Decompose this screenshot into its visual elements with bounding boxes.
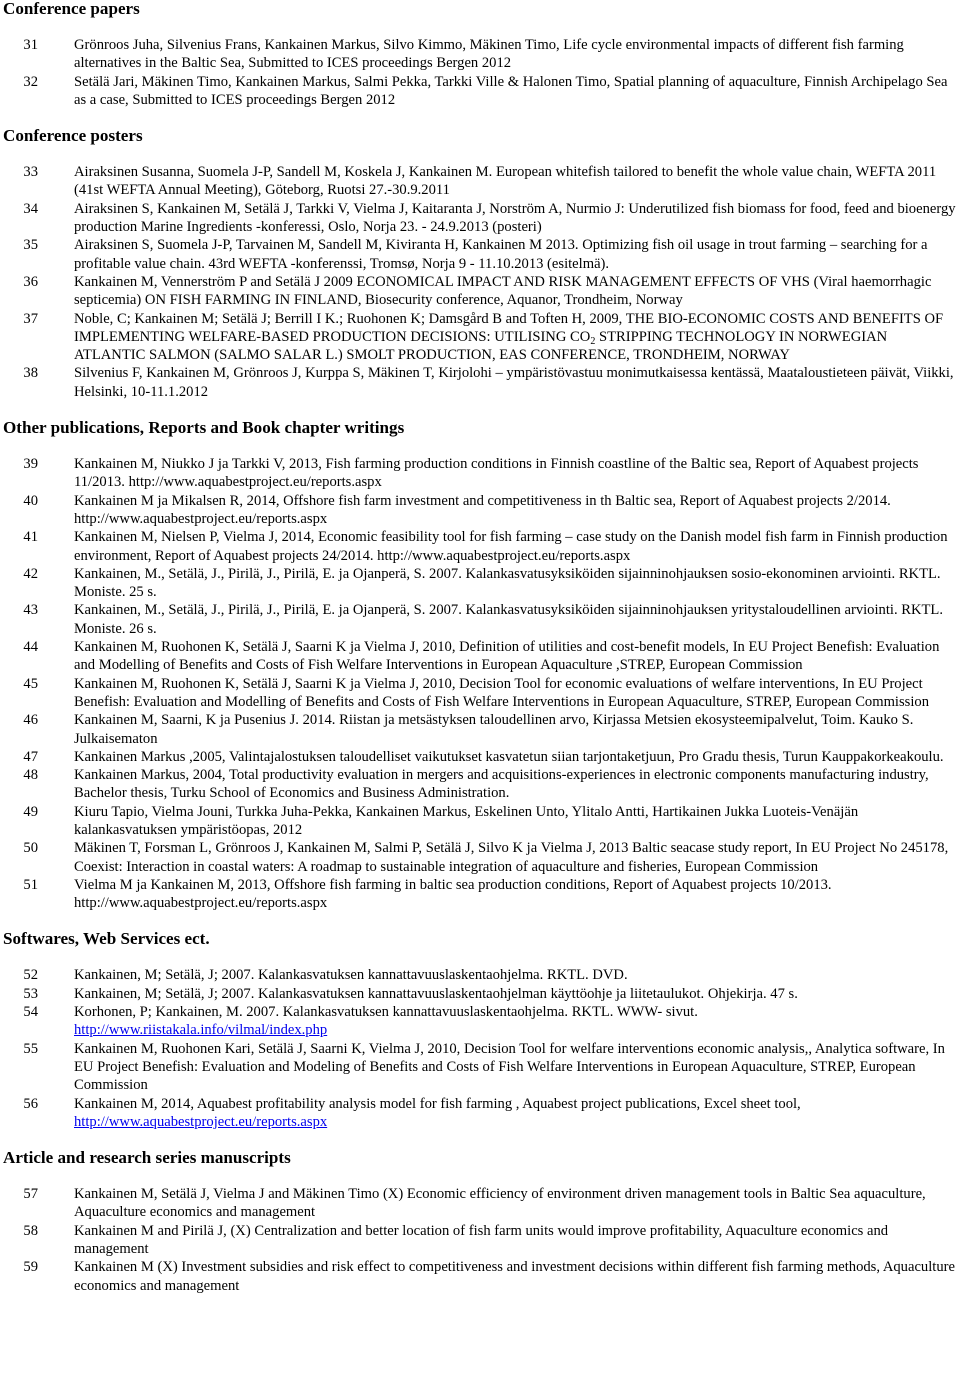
entry-text-part: Noble, C; Kankainen M; Setälä J; Berrill I K.; Ruohonen K; Damsgård B and Toften H, 2009, THE BIO-ECONOMIC COSTS AND BENEFITS OF IMPLEMENTING WELFARE-BASED PRODUCTION DECISIONS: UTILISING CO (74, 310, 944, 345)
entry-text (74, 1095, 958, 1132)
entry-text: Kankainen, M; Setälä, J; 2007. Kalankasvatuksen kannattavuuslaskentaohjelma. RKTL. DVD. (74, 967, 628, 984)
list-item (0, 803, 960, 840)
entry-number: 52 (23, 967, 38, 984)
entry-number: 50 (23, 840, 38, 857)
list-item (0, 1258, 960, 1295)
entry-text: Kankainen Markus, 2004, Total productivity evaluation in mergers and acquisitions-experiences in electronic components manufacturing industry, Bachelor thesis, Turku School of Economics and Business Administration. (74, 767, 929, 802)
entry-number: 56 (23, 1095, 38, 1112)
entry-text-part: Korhonen, P; Kankainen, M. 2007. Kalankasvatuksen kannattavuuslaskentaohjelma. RKTL. WWW- sivut. (74, 1004, 698, 1021)
section-manuscripts (0, 1149, 960, 1295)
entry-number: 47 (23, 748, 38, 765)
list-item (0, 766, 960, 803)
section-heading: Conference papers (3, 0, 140, 18)
entry-text: Kankainen, M; Setälä, J; 2007. Kalankasvatuksen kannattavuuslaskentaohjelman käyttöohje ja liitetaulukot. Ohjekirja. 47 s. (74, 985, 798, 1002)
subscript: 2 (590, 335, 596, 347)
entry-number: 31 (23, 37, 38, 53)
entry-number: 41 (23, 529, 38, 546)
list-item (0, 1003, 960, 1040)
entry-number: 59 (23, 1259, 38, 1276)
entry-number: 58 (23, 1222, 38, 1239)
list-item (0, 1040, 960, 1095)
section-software (0, 930, 960, 1131)
entry-text: Kankainen Markus ,2005, Valintajalostuksen taloudelliset vaikutukset kasvatetun siian tarjontaketjuun, Pro Gradu thesis, Turun Kauppakorkeakoulu. (74, 748, 944, 765)
entry-number: 48 (23, 767, 38, 784)
entry-number: 38 (23, 365, 38, 382)
entry-text: Vielma M ja Kankainen M, 2013, Offshore fish farming in baltic sea production conditions, Report of Aquabest projects 10/2013. http://www.aquabestproject.eu/reports.aspx (74, 876, 832, 912)
entry-text: Kiuru Tapio, Vielma Jouni, Turkka Juha-Pekka, Kankainen Markus, Eskelinen Unto, Ylitalo Antti, Hartikainen Jukka Luoteis-Venäjän kalankasvatuksen ympäristöopas, 2012 (74, 803, 859, 838)
entry-number: 45 (23, 675, 38, 692)
section-heading: Other publications, Reports and Book chapter writings (3, 418, 405, 438)
entry-number: 39 (23, 456, 38, 473)
entry-number: 44 (23, 639, 38, 656)
entry-text: Kankainen M (X) Investment subsidies and risk effect to competitiveness and investment decisions within different fish farming methods, Aquaculture economics and management (74, 1259, 955, 1294)
list-item (0, 528, 960, 565)
entry-text: Kankainen M, Setälä J, Vielma J and Mäkinen Timo (X) Economic efficiency of environment driven management tools in Baltic Sea aquaculture, Aquaculture economics and management (74, 1186, 926, 1221)
list-item (0, 364, 960, 401)
entry-text-part: Kankainen M, 2014, Aquabest profitability analysis model for fish farming , Aquabest project publications, Excel sheet tool, (74, 1095, 801, 1112)
entry-number: 34 (23, 200, 38, 217)
entry-number: 57 (23, 1186, 38, 1203)
list-item (0, 36, 960, 73)
entry-text: Kankainen M, Saarni, K ja Pusenius J. 2014. Riistan ja metsästyksen taloudellinen arvo, Kirjassa Metsien ekosysteemipalvelut, Toim. Kauko S. Julkaisematon (74, 712, 914, 747)
section-conference-papers (0, 0, 960, 109)
list-item (0, 966, 960, 984)
list-item (0, 601, 960, 638)
entry-text: Silvenius F, Kankainen M, Grönroos J, Kurppa S, Mäkinen T, Kirjolohi – ympäristövastuu monimutkaisessa kentässä, Maataloustieteen päivät, Viikki, Helsinki, 10-11.1.2012 (74, 365, 954, 400)
entry-text (74, 310, 958, 365)
entry-text: Kankainen M, Nielsen P, Vielma J, 2014, Economic feasibility tool for fish farming – case study on the Danish model fish farm in Finnish production environment, Report of Aquabest projects 24/2014. http://www.aquabestproject.eu/reports.aspx (74, 529, 948, 564)
entry-number: 54 (23, 1004, 38, 1021)
riistakala-link[interactable]: http://www.riistakala.info/vilmal/index.php (74, 1022, 328, 1039)
section-heading: Softwares, Web Services ect. (3, 929, 210, 949)
entry-text: Kankainen M, Ruohonen K, Setälä J, Saarni K ja Vielma J, 2010, Decision Tool for economic evaluations of welfare interventions, In EU Project Benefish: Evaluation and Modelling of Benefits and Costs of Fish Welfare Interventions in European Aquaculture, STREP, European Commission (74, 675, 929, 710)
entry-text: Airaksinen S, Kankainen M, Setälä J, Tarkki V, Vielma J, Kaitaranta J, Norström A, Nurmio J: Underutilized fish biomass for food, feed and bioenergy production Marine Ingredients -konferessi, Oslo, Norja 23. - 24.9.2013 (posteri) (74, 200, 956, 236)
section-heading: Article and research series manuscripts (3, 1148, 291, 1168)
list-item (0, 236, 960, 273)
entry-text: Kankainen M and Pirilä J, (X) Centralization and better location of fish farm units would improve profitability, Aquaculture economics and management (74, 1222, 889, 1258)
entry-number: 33 (23, 164, 38, 181)
entry-text: Kankainen M, Ruohonen K, Setälä J, Saarni K ja Vielma J, 2010, Definition of utilities and cost-benefit models, In EU Project Benefish: Evaluation and Modelling of Benefits and Costs of Fish Welfare Interventions in European Aquaculture ,STREP, European Commission (74, 639, 940, 674)
entry-number: 42 (23, 565, 38, 582)
entry-number: 35 (23, 237, 38, 254)
section-conference-posters (0, 127, 960, 401)
list-item (0, 455, 960, 492)
section-other-publications (0, 419, 960, 912)
list-item (0, 876, 960, 913)
list-item (0, 839, 960, 876)
list-item (0, 1095, 960, 1132)
entry-text: Kankainen M, Vennerström P and Setälä J 2009 ECONOMICAL IMPACT AND RISK MANAGEMENT EFFECTS OF VHS (Viral haemorrhagic septicemia) ON FISH FARMING IN FINLAND, Biosecurity conference, Aquanor, Trondheim, Norway (74, 273, 932, 309)
list-item (0, 711, 960, 748)
list-item (0, 675, 960, 712)
entry-number: 36 (23, 273, 38, 290)
entry-number: 37 (23, 310, 38, 327)
entry-text-part: STRIPPING TECHNOLOGY IN NORWEGIAN ATLANTIC SALMON (SALMO SALAR L.) SMOLT PRODUCTION, EAS CONFERENCE, TRONDHEIM, NORWAY (74, 328, 888, 364)
list-item (0, 1185, 960, 1222)
section-heading: Conference posters (3, 126, 143, 146)
list-item (0, 1222, 960, 1259)
entry-number: 40 (23, 492, 38, 509)
entry-number: 53 (23, 985, 38, 1002)
entry-text: Mäkinen T, Forsman L, Grönroos J, Kankainen M, Salmi P, Setälä J, Silvo K ja Vielma J, 2013 Baltic seacase study report, In EU Project No 245178, Coexist: Interaction in coastal waters: A roadmap to sustainable integration of aquaculture and fisheries, European Commission (74, 840, 949, 875)
list-item (0, 492, 960, 529)
list-item (0, 638, 960, 675)
entry-number: 49 (23, 803, 38, 820)
entry-text: Setälä Jari, Mäkinen Timo, Kankainen Markus, Salmi Pekka, Tarkki Ville & Halonen Timo, Spatial planning of aquaculture, Finnish Archipelago Sea as a case, Submitted to ICES proceedings Bergen 2012 (74, 73, 948, 108)
entry-number: 43 (23, 602, 38, 619)
entry-text: Grönroos Juha, Silvenius Frans, Kankainen Markus, Silvo Kimmo, Mäkinen Timo, Life cycle environmental impacts of different fish farming alternatives in the Baltic Sea, Submitted to ICES proceedings Bergen 2012 (74, 37, 904, 72)
list-item (0, 748, 960, 766)
entry-text (74, 1003, 958, 1040)
entry-text: Kankainen, M., Setälä, J., Pirilä, J., Pirilä, E. ja Ojanperä, S. 2007. Kalankasvatusyksiköiden sijainninohjauksen yritystaloudellinen arviointi. RKTL. Moniste. 26 s. (74, 602, 943, 637)
entry-text: Kankainen, M., Setälä, J., Pirilä, J., Pirilä, E. ja Ojanperä, S. 2007. Kalankasvatusyksiköiden sijainninohjauksen sosio-ekonominen arviointi. RKTL. Moniste. 25 s. (74, 565, 941, 601)
list-item (0, 200, 960, 237)
entry-text: Kankainen M, Niukko J ja Tarkki V, 2013, Fish farming production conditions in Finnish coastline of the Baltic sea, Report of Aquabest projects 11/2013. http://www.aquabestproject.eu/reports.aspx (74, 456, 919, 491)
list-item (0, 565, 960, 602)
list-item (0, 985, 960, 1003)
entry-number: 55 (23, 1040, 38, 1057)
entry-text: Airaksinen S, Suomela J-P, Tarvainen M, Sandell M, Kiviranta H, Kankainen M 2013. Optimizing fish oil usage in trout farming – searching for a profitable value chain. 43rd WEFTA -konferenssi, Tromsø, Norja 9 - 11.10.2013 (esitelmä). (74, 237, 928, 272)
entry-text: Airaksinen Susanna, Suomela J-P, Sandell M, Koskela J, Kankainen M. European whitefish tailored to benefit the whole value chain, WEFTA 2011 (41st WEFTA Annual Meeting), Göteborg, Ruotsi 27.-30.9.2011 (74, 164, 937, 199)
list-item (0, 273, 960, 310)
list-item (0, 310, 960, 365)
entry-text: Kankainen M, Ruohonen Kari, Setälä J, Saarni K, Vielma J, 2010, Decision Tool for welfare interventions economic analysis,, Analytica software, In EU Project Benefish: Evaluation and Modeling of Benefits and Costs of Fish Welfare Interventions in European Aquaculture, STREP, European Commission (74, 1040, 945, 1094)
list-item (0, 163, 960, 200)
entry-number: 32 (23, 73, 38, 90)
list-item (0, 73, 960, 110)
entry-number: 51 (23, 876, 38, 893)
aquabest-link[interactable]: http://www.aquabestproject.eu/reports.aspx (74, 1113, 328, 1130)
entry-text: Kankainen M ja Mikalsen R, 2014, Offshore fish farm investment and competitiveness in th Baltic sea, Report of Aquabest projects 2/2014. http://www.aquabestproject.eu/reports.aspx (74, 492, 891, 527)
entry-number: 46 (23, 712, 38, 729)
